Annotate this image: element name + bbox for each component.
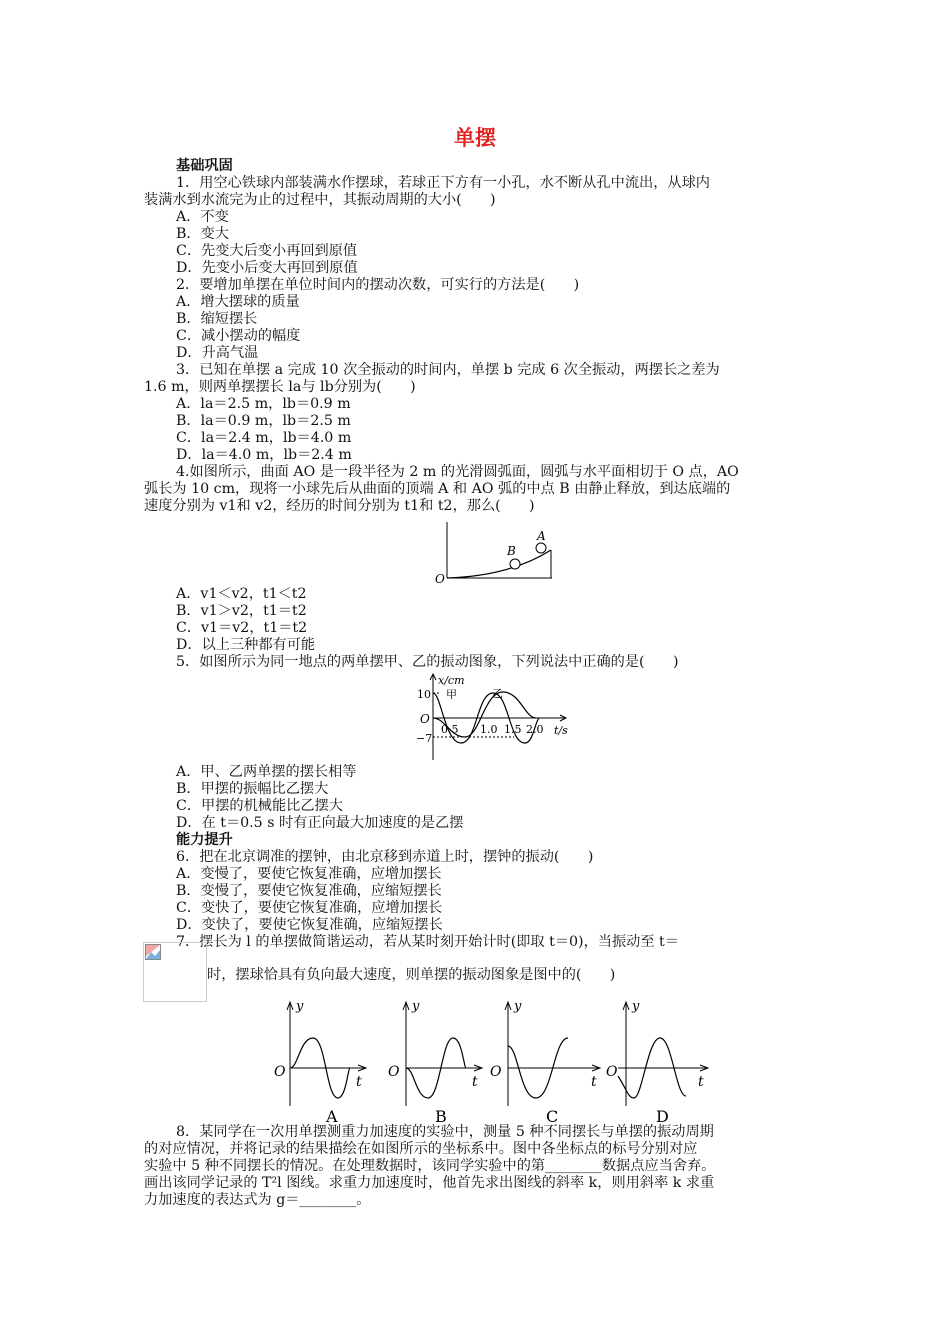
q2-option-a: A．增大摆球的质量: [176, 294, 300, 310]
x-axis-label: t/s: [554, 724, 568, 737]
broken-image-placeholder: [143, 942, 207, 1002]
q3-stem-cont: 1.6 m，则两单摆摆长 la与 lb分别为( ): [144, 379, 416, 395]
section-heading-advanced: 能力提升: [176, 832, 233, 848]
label-b: B: [507, 544, 516, 558]
graph-d-label: D: [656, 1107, 669, 1126]
q5-option-b: B．甲摆的振幅比乙摆大: [176, 781, 329, 797]
q8-stem-cont: 的对应情况，并将记录的结果描绘在如图所示的坐标系中。图中各坐标点的标号分别对应: [144, 1141, 698, 1157]
q1-stem: 1．用空心铁球内部装满水作摆球，若球正下方有一小孔，水不断从孔中流出，从球内: [176, 175, 710, 191]
q2-option-b: B．缩短摆长: [176, 311, 258, 327]
q5-option-d: D．在 t＝0.5 s 时有正向最大加速度的是乙摆: [176, 815, 464, 831]
q2-option-d: D．升高气温: [176, 345, 259, 361]
q1-option-a: A．不变: [176, 209, 229, 225]
graph-b-label: B: [435, 1107, 447, 1126]
q3-option-a: A．la＝2.5 m，lb＝0.9 m: [176, 396, 351, 412]
arc-surface-figure: [430, 520, 560, 586]
q5-option-c: C．甲摆的机械能比乙摆大: [176, 798, 343, 814]
graph-d-y-label: y: [632, 999, 640, 1014]
graph-d-origin: O: [606, 1064, 618, 1080]
graph-d-t-label: t: [698, 1074, 704, 1090]
y-tick-neg7: −7: [416, 732, 433, 745]
q3-option-b: B．la＝0.9 m，lb＝2.5 m: [176, 413, 351, 429]
q4-option-c: C．v1＝v2，t1＝t2: [176, 620, 308, 636]
q3-stem: 3．已知在单摆 a 完成 10 次全振动的时间内，单摆 b 完成 6 次全振动，两摆长之差为: [176, 362, 720, 378]
graph-b-t-label: t: [472, 1074, 478, 1090]
q1-option-b: B．变大: [176, 226, 229, 242]
q2-stem: 2．要增加单摆在单位时间内的摆动次数，可实行的方法是( ): [176, 277, 580, 293]
graph-a-origin: O: [274, 1064, 286, 1080]
q8-stem: 8．某同学在一次用单摆测重力加速度的实验中，测量 5 种不同摆长与单摆的振动周期: [176, 1124, 714, 1140]
q5-option-a: A．甲、乙两单摆的摆长相等: [176, 764, 357, 780]
label-a: A: [537, 529, 546, 543]
q8-stem-cont2: 实验中 5 种不同摆长的情况。在处理数据时，该同学实验中的第________数据点应当舍弃。: [144, 1158, 716, 1174]
graph-b-origin: O: [388, 1064, 400, 1080]
q6-stem: 6．把在北京调准的摆钟，由北京移到赤道上时，摆钟的振动( ): [176, 849, 594, 865]
oscillation-graph: [408, 672, 578, 764]
q6-option-d: D．变快了，要使它恢复准确，应缩短摆长: [176, 917, 443, 933]
q6-option-a: A．变慢了，要使它恢复准确，应增加摆长: [176, 866, 442, 882]
q7-stem: 7．摆长为 l 的单摆做简谐运动，若从某时刻开始计时(即取 t＝0)，当振动至 t＝: [176, 934, 679, 950]
ball-a: [536, 543, 546, 553]
q4-option-a: A．v1＜v2，t1＜t2: [176, 586, 307, 602]
q3-option-c: C．la＝2.4 m，lb＝4.0 m: [176, 430, 352, 446]
page-title: 单摆: [454, 126, 496, 150]
arc-surface: [447, 550, 551, 578]
q6-option-b: B．变慢了，要使它恢复准确，应缩短摆长: [176, 883, 442, 899]
q4-option-b: B．v1＞v2，t1＝t2: [176, 603, 307, 619]
series-label-yi: 乙: [492, 687, 503, 700]
x-tick-2-0: 2.0: [526, 723, 544, 736]
graph-d: [606, 999, 708, 1126]
graph-a: [274, 999, 366, 1126]
graph-a-y-label: y: [296, 999, 304, 1014]
graph-c-origin: O: [490, 1064, 502, 1080]
q8-stem-cont4: 力加速度的表达式为 g＝________。: [144, 1192, 371, 1208]
q1-option-c: C．先变大后变小再回到原值: [176, 243, 358, 259]
x-tick-1-5: 1.5: [504, 723, 522, 736]
q4-stem-cont: 弧长为 10 cm，现将一小球先后从曲面的顶端 A 和 AO 弧的中点 B 由静止释放，到达底端的: [144, 481, 731, 497]
q4-stem-cont2: 速度分别为 v1和 v2，经历的时间分别为 t1和 t2，那么( ): [144, 498, 535, 514]
y-axis-label: x/cm: [438, 674, 465, 687]
label-o: O: [435, 572, 445, 586]
graph-c-label: C: [546, 1107, 559, 1126]
ball-b: [510, 559, 520, 569]
section-heading-basic: 基础巩固: [176, 158, 233, 174]
graph-c-t-label: t: [591, 1074, 597, 1090]
broken-image-icon: [145, 944, 161, 960]
graph-a-t-label: t: [356, 1074, 362, 1090]
graph-b-y-label: y: [412, 999, 420, 1014]
q4-option-d: D．以上三种都有可能: [176, 637, 316, 653]
q1-stem-cont: 装满水到水流完为止的过程中，其振动周期的大小( ): [144, 192, 496, 208]
graph-b: [388, 999, 482, 1126]
q3-option-d: D．la＝4.0 m，lb＝2.4 m: [176, 447, 352, 463]
q7-graphs: [268, 996, 718, 1126]
q5-stem: 5．如图所示为同一地点的两单摆甲、乙的振动图象，下列说法中正确的是( ): [176, 654, 679, 670]
q6-option-c: C．变快了，要使它恢复准确，应增加摆长: [176, 900, 443, 916]
x-tick-0-5: 0.5: [441, 723, 459, 736]
q8-stem-cont3: 画出该同学记录的 T²l 图线。求重力加速度时，他首先求出图线的斜率 k，则用斜率 k 求重: [144, 1175, 715, 1191]
y-tick-10: 10: [417, 688, 431, 701]
q7-stem-cont: 时，摆球恰具有负向最大速度，则单摆的振动图象是图中的( ): [207, 967, 616, 983]
origin-label: O: [420, 712, 430, 726]
graph-c: [490, 999, 600, 1126]
graph-c-y-label: y: [514, 999, 522, 1014]
q1-option-d: D．先变小后变大再回到原值: [176, 260, 358, 276]
x-tick-1-0: 1.0: [480, 723, 498, 736]
graph-a-label: A: [326, 1107, 338, 1126]
q2-option-c: C．减小摆动的幅度: [176, 328, 301, 344]
q4-stem: 4.如图所示，曲面 AO 是一段半径为 2 m 的光滑圆弧面，圆弧与水平面相切于 O 点，AO: [176, 464, 739, 480]
series-label-jia: 甲: [446, 688, 457, 701]
